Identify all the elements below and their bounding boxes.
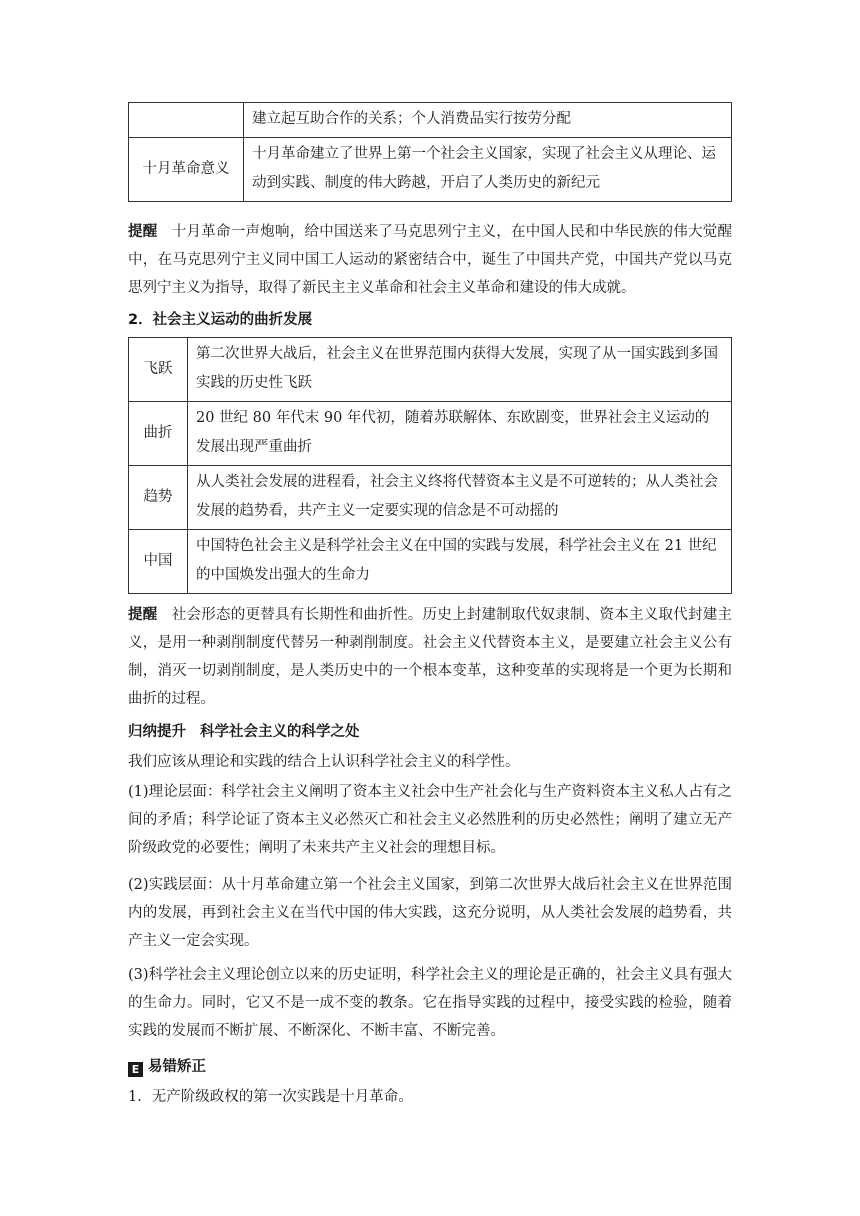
tip-label: 提醒 <box>128 607 158 623</box>
table-row <box>129 402 732 466</box>
table-row <box>129 530 732 594</box>
tip-text: 十月革命一声炮响，给中国送来了马克思列宁主义，在中国人民和中华民族的伟大觉醒中，在马克思列宁主义同中国工人运动的紧密结合中，诞生了中国共产党，中国共产党以马克思列宁主义为指导，取得了新民主主义革命和社会主义革命和建设的伟大成就。 <box>128 224 732 296</box>
summary-label: 归纳提升 <box>128 724 186 740</box>
table-socialist-movement <box>128 337 732 594</box>
table-content-cell: 20 世纪 80 年代末 90 年代初，随着苏联解体、东欧剧变，世界社会主义运动的发展出现严重曲折 <box>188 402 732 466</box>
tip-label: 提醒 <box>128 224 158 240</box>
summary-item-2: (2)实践层面：从十月革命建立第一个社会主义国家，到第二次世界大战后社会主义在世界范围内的发展，再到社会主义在当代中国的伟大实践，这充分说明，从人类社会发展的趋势看，共产主义一定会实现。 <box>128 877 732 949</box>
table-content-cell: 十月革命建立了世界上第一个社会主义国家，实现了社会主义从理论、运动到实践、制度的伟大跨越，开启了人类历史的新纪元 <box>244 138 732 202</box>
table-label-cell: 曲折 <box>129 402 188 466</box>
table-label-cell: 中国 <box>129 530 188 594</box>
tip-paragraph-1 <box>128 218 732 302</box>
summary-intro: 我们应该从理论和实践的结合上认识科学社会主义的科学性。 <box>128 754 520 770</box>
summary-item-1: (1)理论层面：科学社会主义阐明了资本主义社会中生产社会化与生产资料资本主义私人占有之间的矛盾；科学论证了资本主义必然灭亡和社会主义必然胜利的历史必然性；阐明了建立无产阶级政党的必要性；阐明了未来共产主义社会的理想目标。 <box>128 784 732 856</box>
table-row <box>129 338 732 402</box>
section-heading: 2．社会主义运动的曲折发展 <box>128 312 313 328</box>
table-content-cell: 从人类社会发展的进程看，社会主义终将代替资本主义是不可逆转的；从人类社会发展的趋势看，共产主义一定要实现的信念是不可动摇的 <box>188 466 732 530</box>
table-row <box>129 103 732 138</box>
error-item-1: 1．无产阶级政权的第一次实践是十月革命。 <box>128 1089 413 1105</box>
error-correction-title: 易错矫正 <box>148 1059 206 1075</box>
table-row <box>129 466 732 530</box>
table-label-cell: 十月革命意义 <box>129 138 244 202</box>
summary-title: 科学社会主义的科学之处 <box>200 724 360 740</box>
summary-heading <box>128 718 360 746</box>
table-content-cell: 中国特色社会主义是科学社会主义在中国的实践与发展，科学社会主义在 21 世纪的中国焕发出强大的生命力 <box>188 530 732 594</box>
table-row <box>129 138 732 202</box>
error-correction-heading <box>128 1053 206 1081</box>
table-october-revolution <box>128 102 732 202</box>
error-correction-icon: E <box>128 1062 143 1077</box>
tip-text: 社会形态的更替具有长期性和曲折性。历史上封建制取代奴隶制、资本主义取代封建主义，是用一种剥削制度代替另一种剥削制度。社会主义代替资本主义，是要建立社会主义公有制，消灭一切剥削制度，是人类历史中的一个根本变革，这种变革的实现将是一个更为长期和曲折的过程。 <box>128 607 732 707</box>
tip-paragraph-2 <box>128 601 732 713</box>
table-label-cell: 飞跃 <box>129 338 188 402</box>
table-label-cell <box>129 103 244 138</box>
table-content-cell: 第二次世界大战后，社会主义在世界范围内获得大发展，实现了从一国实践到多国实践的历史性飞跃 <box>188 338 732 402</box>
table-content-cell: 建立起互助合作的关系；个人消费品实行按劳分配 <box>244 103 732 138</box>
summary-item-3: (3)科学社会主义理论创立以来的历史证明，科学社会主义的理论是正确的，社会主义具有强大的生命力。同时，它又不是一成不变的教条。它在指导实践的过程中，接受实践的检验，随着实践的发展而不断扩展、不断深化、不断丰富、不断完善。 <box>128 967 732 1039</box>
table-label-cell: 趋势 <box>129 466 188 530</box>
